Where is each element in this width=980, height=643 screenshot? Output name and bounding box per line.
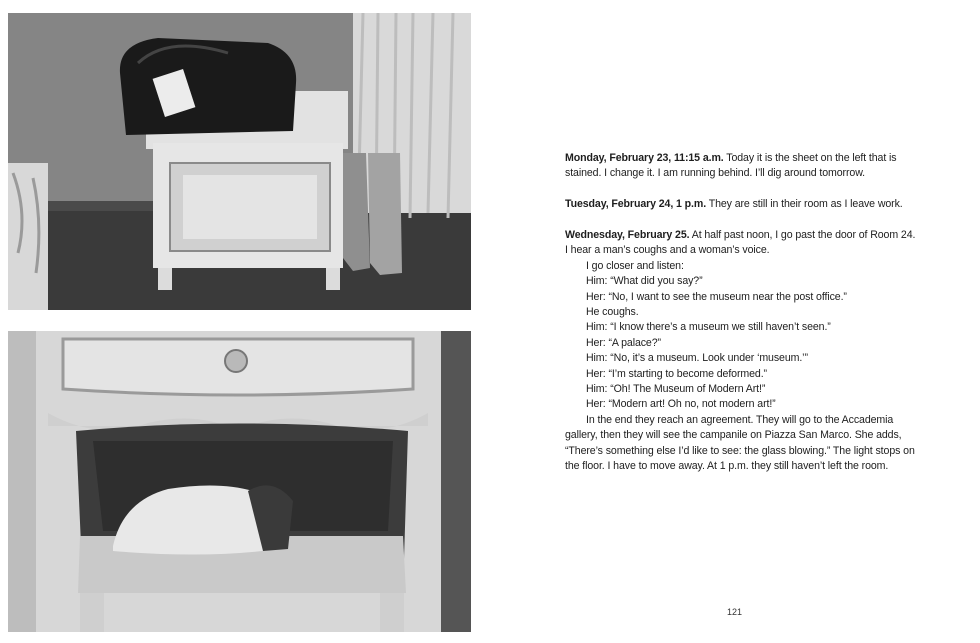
photo-nightstand-shelf-image [8,331,471,632]
dialogue-line: Her: “A palace?” [586,336,661,349]
photo-bag-on-nightstand-image [8,13,471,310]
closing-paragraph [565,413,920,475]
entry-date: Tuesday, February 24, 1 p.m. [565,198,707,211]
dialogue-line: Her: “No, I want to see the museum near the post office.” [586,290,847,303]
entry-monday [565,151,920,182]
entry-text: They are still in their room as I leave work. [706,198,903,211]
dialogue-line: Him: “No, it’s a museum. Look under ‘museum.’” [586,352,808,365]
dialogue-line: Him: “Oh! The Museum of Modern Art!” [586,383,766,396]
entry-text: At half past noon, I go past the door of Room 24. I hear a man’s coughs and a woman’s voice. [565,229,916,257]
dialogue-line: Him: “I know there’s a museum we still haven’t seen.” [586,321,831,334]
entry-wednesday [565,228,920,259]
entry-tuesday [565,197,920,212]
dialogue-line: I go closer and listen: [586,259,684,272]
dialogue-line: Her: “Modern art! Oh no, not modern art!” [586,398,776,411]
closing-text: In the end they reach an agreement. They will go to the Accademia gallery, then they will see the campanile on Piazza San Marco. She adds, “There’s something else I’d like to see: the glass blowing.” The light stops on the floor. I have to move away. At 1 p.m. they still haven’t left the room. [565,413,915,473]
diary-text [565,151,920,475]
dialogue-line: He coughs. [586,306,639,319]
photo-nightstand-shelf [8,331,471,632]
dialogue-line: Him: “What did you say?” [586,275,703,288]
entry-date: Wednesday, February 25. [565,229,690,241]
dialogue-line: Her: “I’m starting to become deformed.” [586,367,767,380]
page-number: 121 [727,607,743,617]
entry-date: Monday, February 23, 11:15 a.m. [565,152,724,164]
photo-bag-on-nightstand [8,13,471,310]
entry-text: Today it is the sheet on the left that is stained. I change it. I am running behind. I’ll dig around tomorrow. [565,152,897,180]
